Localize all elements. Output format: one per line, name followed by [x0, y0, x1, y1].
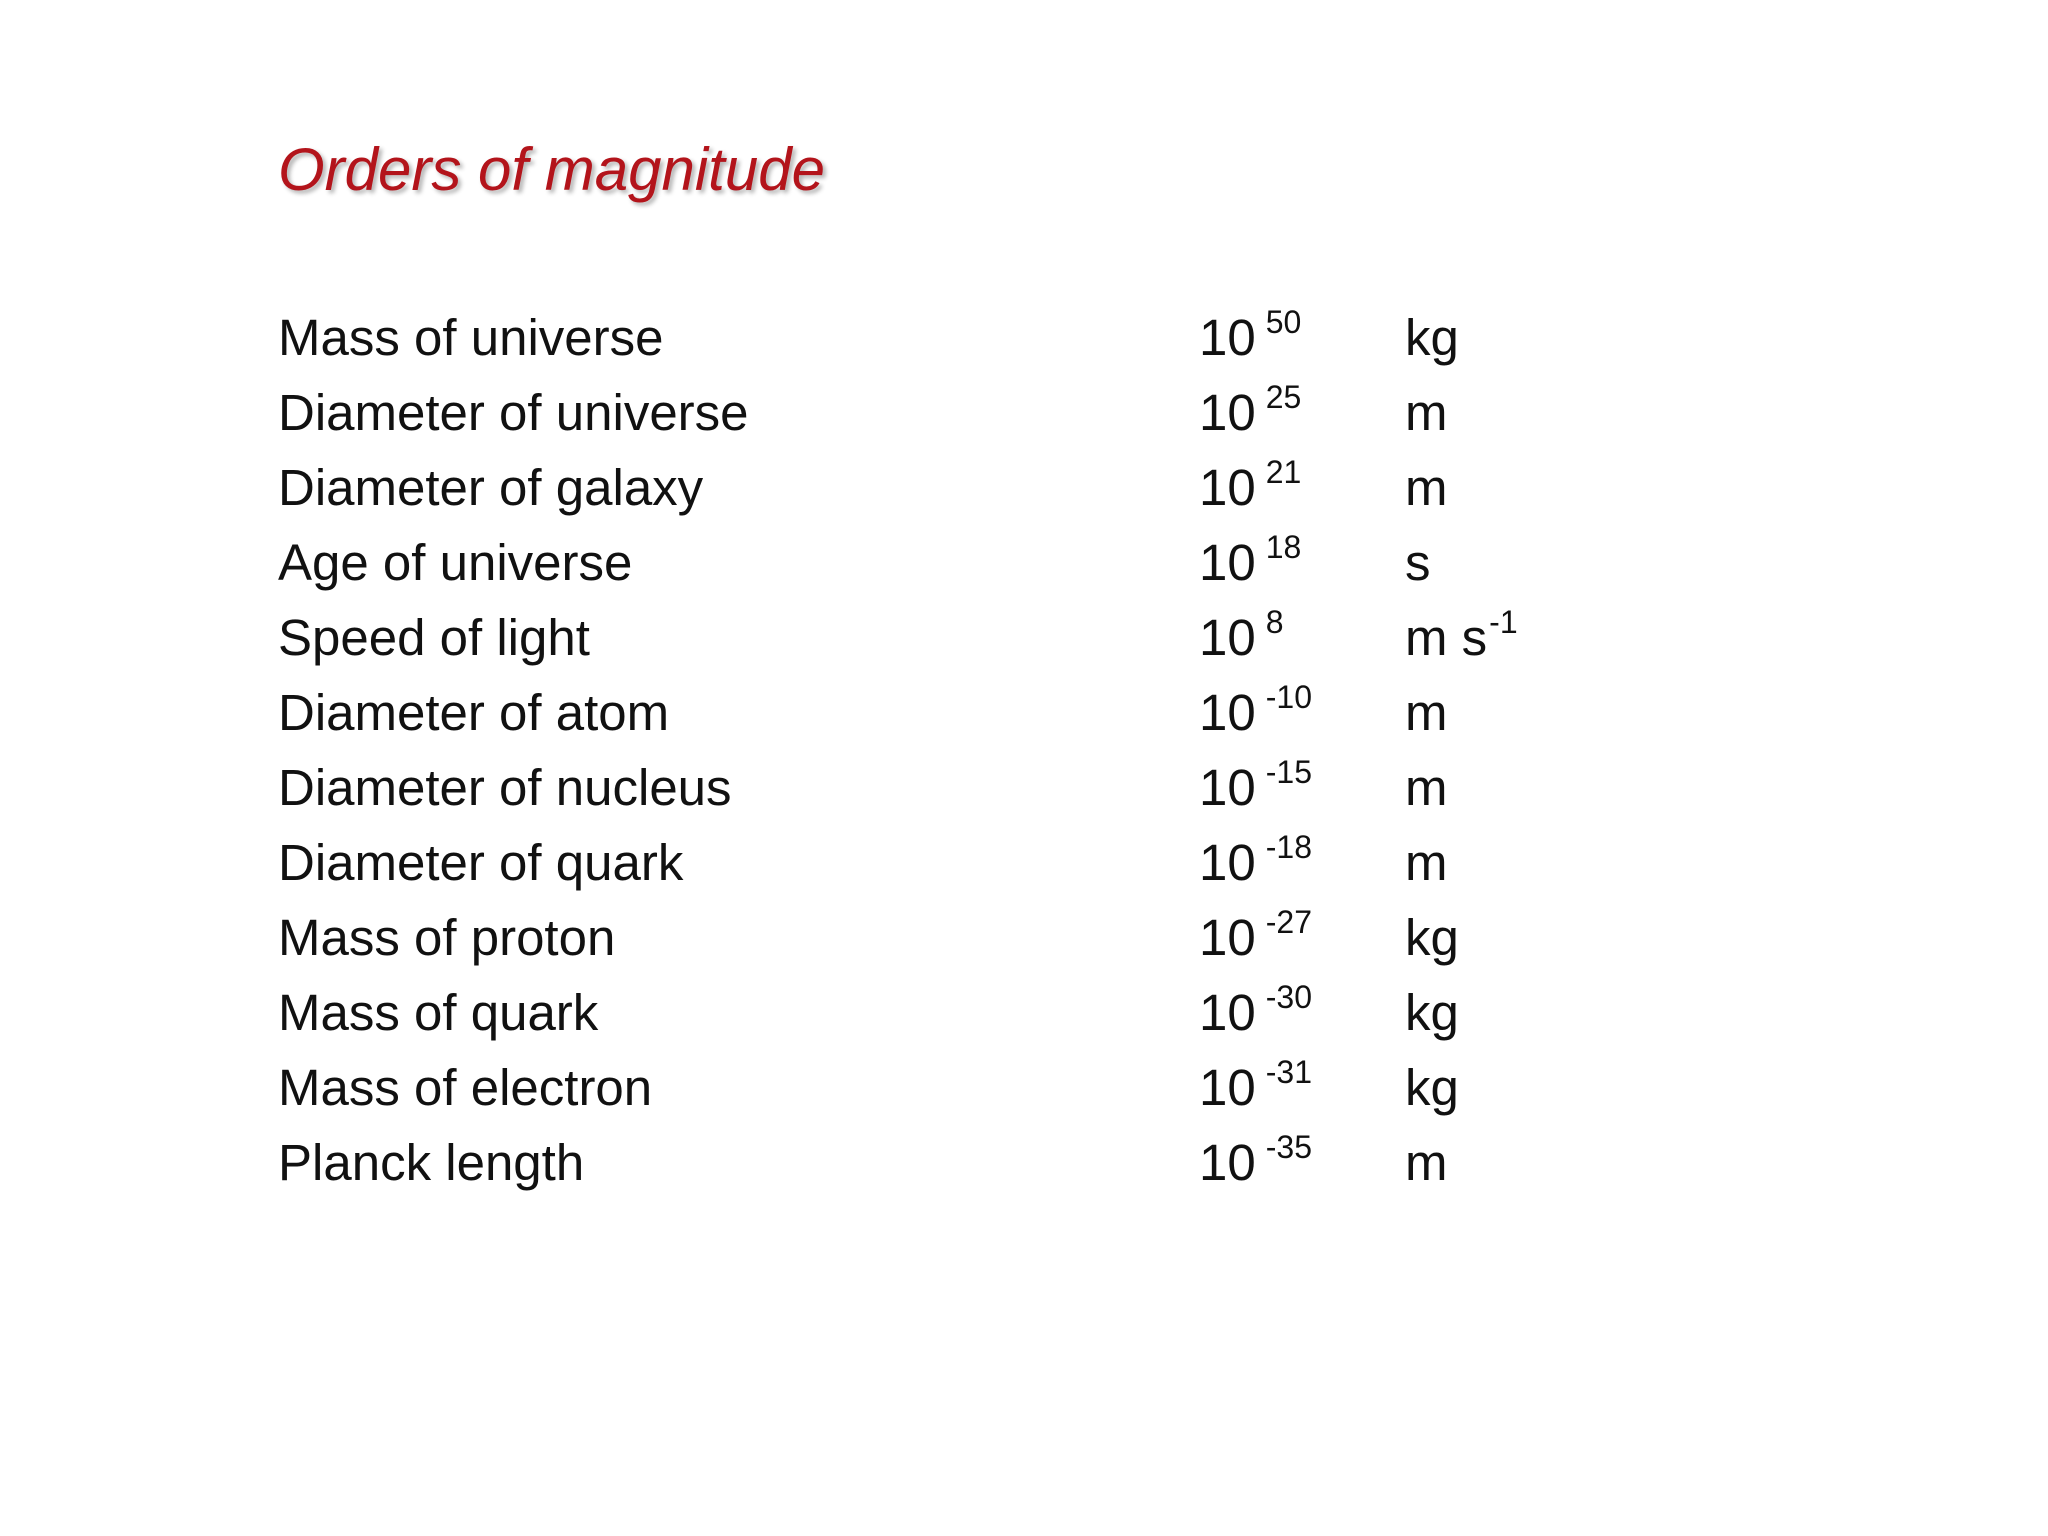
- table-row: [278, 750, 1678, 825]
- row-unit: [1405, 1125, 1449, 1207]
- unit-text: m: [1405, 459, 1448, 516]
- row-label: Diameter of universe: [278, 384, 749, 441]
- unit-text: m: [1405, 1134, 1448, 1191]
- value-exponent: -31: [1265, 1054, 1312, 1090]
- value-exponent: 8: [1265, 604, 1284, 640]
- table-row: [278, 675, 1678, 750]
- table-row: [278, 300, 1678, 375]
- unit-exponent: -1: [1489, 604, 1518, 640]
- unit-text: kg: [1405, 309, 1459, 366]
- row-unit: [1405, 600, 1518, 682]
- row-label: Planck length: [278, 1134, 585, 1191]
- value-base: 10: [1199, 309, 1256, 366]
- row-label: Age of universe: [278, 534, 633, 591]
- row-value: [1199, 675, 1312, 757]
- value-base: 10: [1199, 1059, 1256, 1116]
- row-value: [1199, 900, 1312, 982]
- value-base: 10: [1199, 909, 1256, 966]
- value-base: 10: [1199, 534, 1256, 591]
- row-label: Diameter of quark: [278, 834, 684, 891]
- unit-text: m: [1405, 684, 1448, 741]
- table-row: [278, 1125, 1678, 1200]
- unit-text: kg: [1405, 909, 1459, 966]
- row-value: [1199, 525, 1301, 607]
- row-unit: [1405, 1050, 1461, 1132]
- row-unit: [1405, 900, 1461, 982]
- row-value: [1199, 750, 1312, 832]
- table-row: [278, 1050, 1678, 1125]
- value-exponent: -27: [1265, 904, 1312, 940]
- row-unit: [1405, 450, 1449, 532]
- value-exponent: 50: [1265, 304, 1302, 340]
- row-value: [1199, 1125, 1312, 1207]
- table-row: [278, 900, 1678, 975]
- row-value: [1199, 450, 1301, 532]
- table-row: [278, 975, 1678, 1050]
- row-value: [1199, 300, 1301, 382]
- value-base: 10: [1199, 684, 1256, 741]
- table-row: [278, 450, 1678, 525]
- value-base: 10: [1199, 1134, 1256, 1191]
- value-exponent: -18: [1265, 829, 1312, 865]
- value-exponent: 18: [1265, 529, 1302, 565]
- row-label: Mass of proton: [278, 909, 616, 966]
- row-unit: [1405, 375, 1449, 457]
- row-label: Speed of light: [278, 609, 590, 666]
- value-exponent: -35: [1265, 1129, 1312, 1165]
- value-exponent: 25: [1265, 379, 1302, 415]
- table-row: [278, 825, 1678, 900]
- value-exponent: -10: [1265, 679, 1312, 715]
- row-value: [1199, 1050, 1312, 1132]
- value-exponent: -30: [1265, 979, 1312, 1015]
- table-row: [278, 375, 1678, 450]
- unit-text: m: [1405, 384, 1448, 441]
- row-label: Mass of universe: [278, 309, 664, 366]
- value-base: 10: [1199, 759, 1256, 816]
- value-base: 10: [1199, 609, 1256, 666]
- value-exponent: -15: [1265, 754, 1312, 790]
- value-base: 10: [1199, 459, 1256, 516]
- row-unit: [1405, 525, 1433, 607]
- slide-title: Orders of magnitude: [278, 136, 825, 203]
- unit-text: kg: [1405, 1059, 1459, 1116]
- table-row: [278, 600, 1678, 675]
- unit-text: s: [1405, 534, 1431, 591]
- row-unit: [1405, 975, 1461, 1057]
- row-label: Mass of electron: [278, 1059, 653, 1116]
- unit-text: kg: [1405, 984, 1459, 1041]
- value-base: 10: [1199, 834, 1256, 891]
- row-unit: [1405, 825, 1449, 907]
- magnitude-table: [278, 300, 1678, 1200]
- row-value: [1199, 375, 1301, 457]
- unit-text: m: [1405, 834, 1448, 891]
- unit-text: m s: [1405, 609, 1488, 666]
- row-label: Diameter of atom: [278, 684, 670, 741]
- row-label: Mass of quark: [278, 984, 599, 1041]
- table-row: [278, 525, 1678, 600]
- row-value: [1199, 975, 1312, 1057]
- row-value: [1199, 825, 1312, 907]
- row-label: Diameter of galaxy: [278, 459, 704, 516]
- value-exponent: 21: [1265, 454, 1302, 490]
- unit-text: m: [1405, 759, 1448, 816]
- row-label: Diameter of nucleus: [278, 759, 732, 816]
- row-value: [1199, 600, 1284, 682]
- row-unit: [1405, 675, 1449, 757]
- row-unit: [1405, 750, 1449, 832]
- value-base: 10: [1199, 984, 1256, 1041]
- row-unit: [1405, 300, 1461, 382]
- value-base: 10: [1199, 384, 1256, 441]
